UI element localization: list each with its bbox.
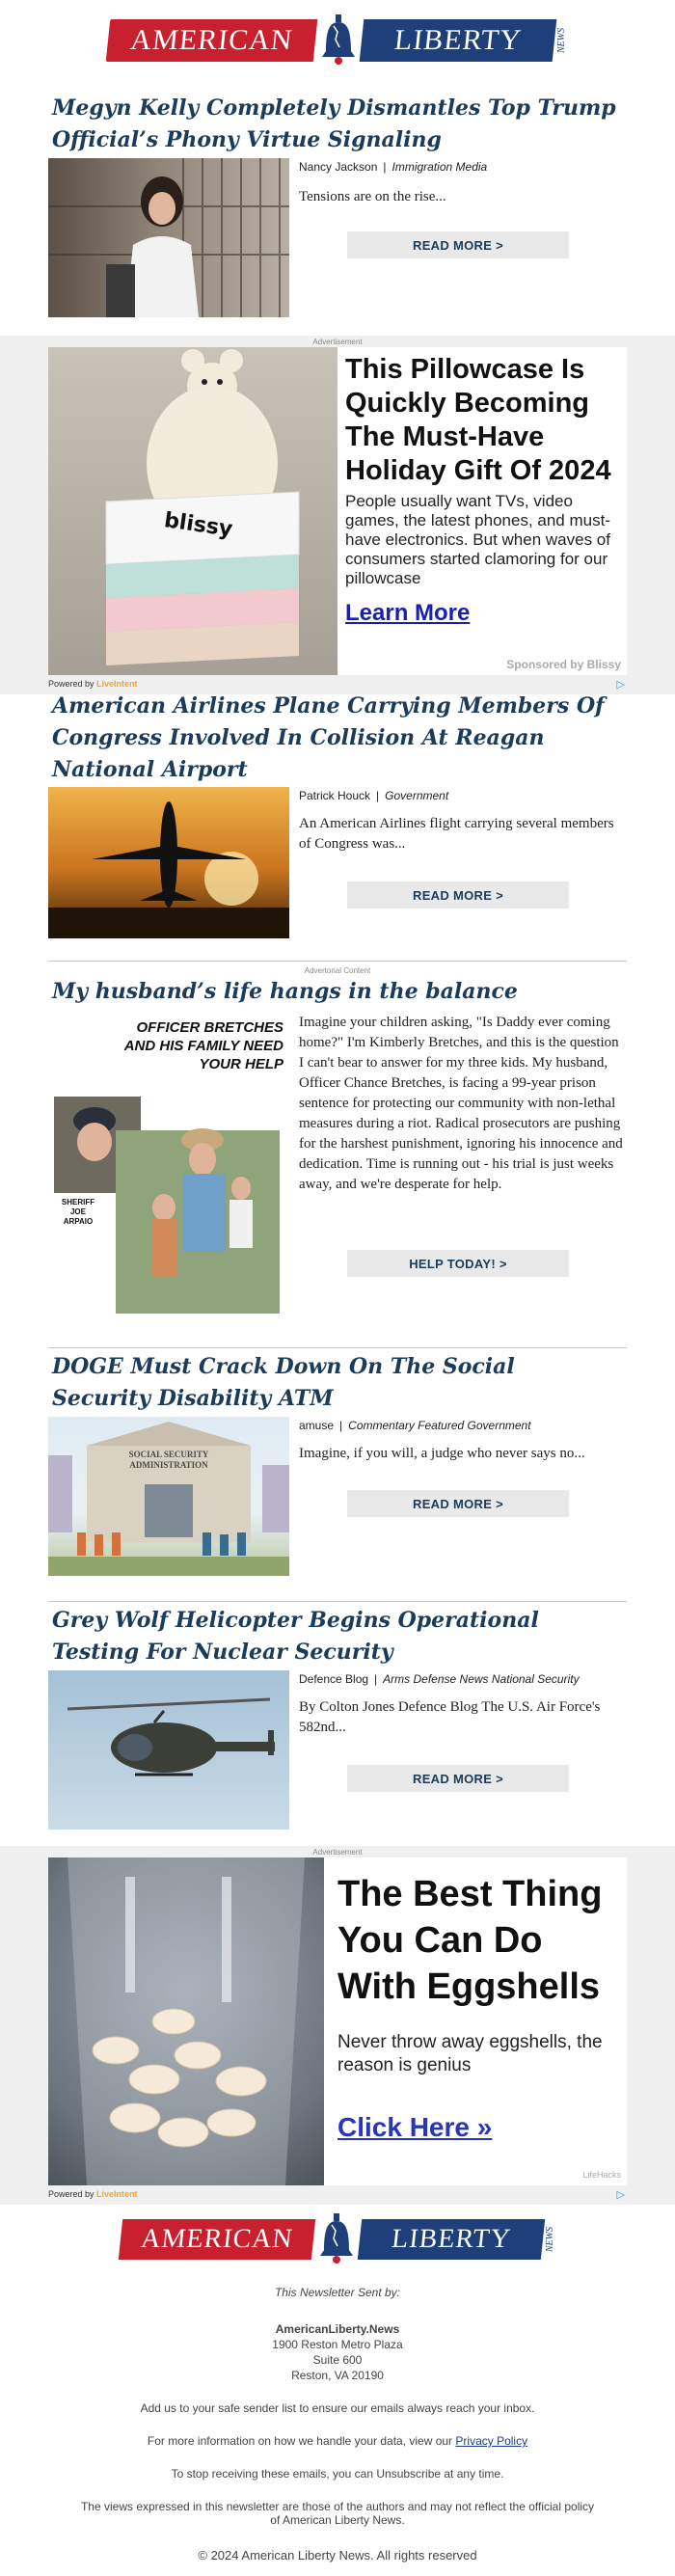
logo-word-news: NEWS bbox=[556, 27, 567, 54]
powered-by[interactable] bbox=[48, 679, 138, 689]
logo-word-news: NEWS bbox=[544, 2226, 555, 2253]
privacy-policy-link[interactable]: Privacy Policy bbox=[455, 2434, 528, 2448]
article-image[interactable] bbox=[48, 1417, 289, 1576]
logo-word-american: AMERICAN bbox=[128, 24, 295, 56]
eggshell-ad-body: Never throw away eggshells, the reason is genius bbox=[338, 2032, 603, 2075]
article-teaser: Imagine, if you will, a judge who never says no... bbox=[299, 1446, 585, 1461]
article-meta: Patrick Houck | Government bbox=[299, 789, 449, 802]
article-meta: Nancy Jackson | Immigration Media bbox=[299, 160, 488, 174]
click-here-link[interactable]: Click Here » bbox=[338, 2112, 493, 2142]
powered-by-label: Powered by bbox=[48, 679, 94, 689]
advertorial-image-caption: OFFICER BRETCHES AND HIS FAMILY NEED YOUR HELP bbox=[123, 1019, 284, 1072]
footer-address-2: Suite 600 bbox=[312, 2353, 363, 2367]
footer-address-1: 1900 Reston Metro Plaza bbox=[272, 2338, 403, 2351]
advertorial-card bbox=[48, 964, 627, 1326]
article-card bbox=[48, 93, 627, 324]
article-card bbox=[48, 1605, 627, 1832]
read-more-button[interactable]: READ MORE > bbox=[347, 881, 569, 908]
powered-by[interactable] bbox=[48, 2189, 138, 2199]
eggshell-ad-headline[interactable]: The Best Thing You Can Do With Eggshells bbox=[338, 1874, 603, 2007]
pillowcase-ad-image[interactable] bbox=[48, 347, 338, 675]
article-category[interactable]: Arms Defense News National Security bbox=[383, 1672, 580, 1686]
ad-label: Advertisement bbox=[312, 338, 363, 346]
logo-word-american: AMERICAN bbox=[139, 2224, 294, 2254]
article-category[interactable]: Immigration Media bbox=[392, 160, 488, 174]
article-author[interactable]: amuse bbox=[299, 1419, 335, 1432]
advertorial-label: Advertorial Content bbox=[304, 966, 371, 975]
article-headline[interactable]: American Airlines Plane Carrying Members Of Congress Involved In Collision At Reagan National Airport bbox=[52, 693, 605, 782]
liberty-bell-icon bbox=[313, 2210, 360, 2268]
logo-word-liberty: LIBERTY bbox=[390, 2224, 512, 2254]
logo-left-banner bbox=[118, 2219, 314, 2260]
article-author[interactable]: Defence Blog bbox=[299, 1672, 369, 1686]
footer-disclaimer: The views expressed in this newsletter are those of the authors and may not reflect the official policy of American Liberty News. bbox=[80, 2500, 595, 2527]
article-teaser: By Colton Jones Defence Blog The U.S. Air Force's 582nd... bbox=[299, 1699, 601, 1735]
article-author[interactable]: Nancy Jackson bbox=[299, 160, 378, 174]
logo-right-banner bbox=[357, 2219, 544, 2260]
article-headline[interactable]: DOGE Must Crack Down On The Social Security Disability ATM bbox=[52, 1354, 515, 1411]
pillowcase-ad[interactable] bbox=[48, 347, 627, 675]
footer bbox=[0, 2286, 675, 2575]
logo-word-liberty: LIBERTY bbox=[392, 24, 524, 56]
article-card bbox=[48, 1351, 627, 1592]
article-category[interactable]: Commentary Featured Government bbox=[348, 1419, 531, 1432]
liveintent-logo: LiveIntent bbox=[96, 2189, 138, 2199]
article-meta: amuse | Commentary Featured Government bbox=[299, 1419, 531, 1432]
footer-logo[interactable] bbox=[0, 2209, 675, 2270]
pillowcase-ad-body: People usually want TVs, video games, the latest phones, and must-have electronics. But when waves of consumers started clamoring for our pillowcase bbox=[345, 492, 610, 587]
eggshell-ad-image[interactable] bbox=[48, 1857, 324, 2185]
article-image[interactable] bbox=[48, 158, 289, 317]
footer-org[interactable]: AmericanLiberty.News bbox=[275, 2322, 400, 2336]
divider bbox=[48, 1347, 627, 1348]
article-headline[interactable]: Grey Wolf Helicopter Begins Operational Testing For Nuclear Security bbox=[52, 1608, 539, 1665]
divider bbox=[48, 1601, 627, 1602]
header-logo[interactable] bbox=[0, 10, 675, 71]
footer-copyright: © 2024 American Liberty News. All rights reserved bbox=[198, 2548, 477, 2562]
article-headline[interactable]: Megyn Kelly Completely Dismantles Top Trump Official’s Phony Virtue Signaling bbox=[52, 95, 616, 152]
article-category[interactable]: Government bbox=[385, 789, 449, 802]
powered-by-label: Powered by bbox=[48, 2189, 94, 2199]
liberty-bell-icon bbox=[315, 12, 362, 69]
divider bbox=[48, 961, 627, 962]
help-today-button[interactable]: HELP TODAY! > bbox=[347, 1250, 569, 1277]
article-image[interactable] bbox=[48, 787, 289, 938]
footer-unsubscribe[interactable]: To stop receiving these emails, you can Unsubscribe at any time. bbox=[171, 2467, 504, 2481]
article-meta: Defence Blog | Arms Defense News National Security bbox=[299, 1672, 580, 1686]
adchoices-icon[interactable]: ▷ bbox=[616, 679, 625, 691]
footer-address-3: Reston, VA 20190 bbox=[291, 2369, 384, 2382]
footer-privacy bbox=[0, 2434, 675, 2448]
advertorial-body: Imagine your children asking, "Is Daddy ever coming home?" I'm Kimberly Bretches, and this is the question I can't bear to answer for my three kids. My husband, Officer Chance Bretches, is facing a 99-year prison sentence for protecting our community with non-lethal measures during a riot. Radical prosecutors are pushing for the harshest punishment, ignoring his innocence and dedication. Time is running out - his trial is just weeks away, and we're desperate for help. bbox=[299, 1015, 623, 1192]
article-headline[interactable]: My husband’s life hangs in the balance bbox=[52, 979, 518, 1004]
read-more-button[interactable]: READ MORE > bbox=[347, 231, 569, 258]
logo-left-banner bbox=[106, 19, 318, 62]
footer-privacy-text: For more information on how we handle your data, view our bbox=[147, 2434, 453, 2448]
advertisement-block bbox=[0, 336, 675, 694]
image-sign-text: SOCIAL SECURITY ADMINISTRATION bbox=[128, 1450, 209, 1470]
pillowcase-ad-headline[interactable]: This Pillowcase Is Quickly Becoming The Must-Have Holiday Gift Of 2024 bbox=[345, 354, 611, 486]
learn-more-link[interactable]: Learn More bbox=[345, 600, 471, 626]
article-author[interactable]: Patrick Houck bbox=[299, 789, 371, 802]
advertisement-block bbox=[0, 1846, 675, 2205]
logo-right-banner bbox=[360, 19, 557, 62]
read-more-button[interactable]: READ MORE > bbox=[347, 1490, 569, 1517]
advertorial-image[interactable] bbox=[48, 1015, 289, 1314]
advertorial-image-sub: SHERIFF JOE ARPAIO bbox=[61, 1198, 95, 1226]
read-more-button[interactable]: READ MORE > bbox=[347, 1765, 569, 1792]
article-card bbox=[48, 691, 627, 970]
article-teaser: An American Airlines flight carrying several members of Congress was... bbox=[299, 816, 614, 852]
box-brand-text: blissy bbox=[162, 508, 234, 542]
ad-sponsor[interactable]: Sponsored by Blissy bbox=[506, 658, 621, 671]
ad-sponsor[interactable]: LifeHacks bbox=[582, 2170, 621, 2180]
liveintent-logo: LiveIntent bbox=[96, 679, 138, 689]
article-image[interactable] bbox=[48, 1670, 289, 1830]
ad-label: Advertisement bbox=[312, 1848, 363, 1857]
article-teaser: Tensions are on the rise... bbox=[299, 189, 446, 204]
adchoices-icon[interactable]: ▷ bbox=[616, 2189, 625, 2201]
eggshell-ad[interactable] bbox=[48, 1857, 627, 2185]
footer-sent-by: This Newsletter Sent by: bbox=[274, 2286, 401, 2299]
footer-safe-sender: Add us to your safe sender list to ensure our emails always reach your inbox. bbox=[140, 2401, 535, 2415]
